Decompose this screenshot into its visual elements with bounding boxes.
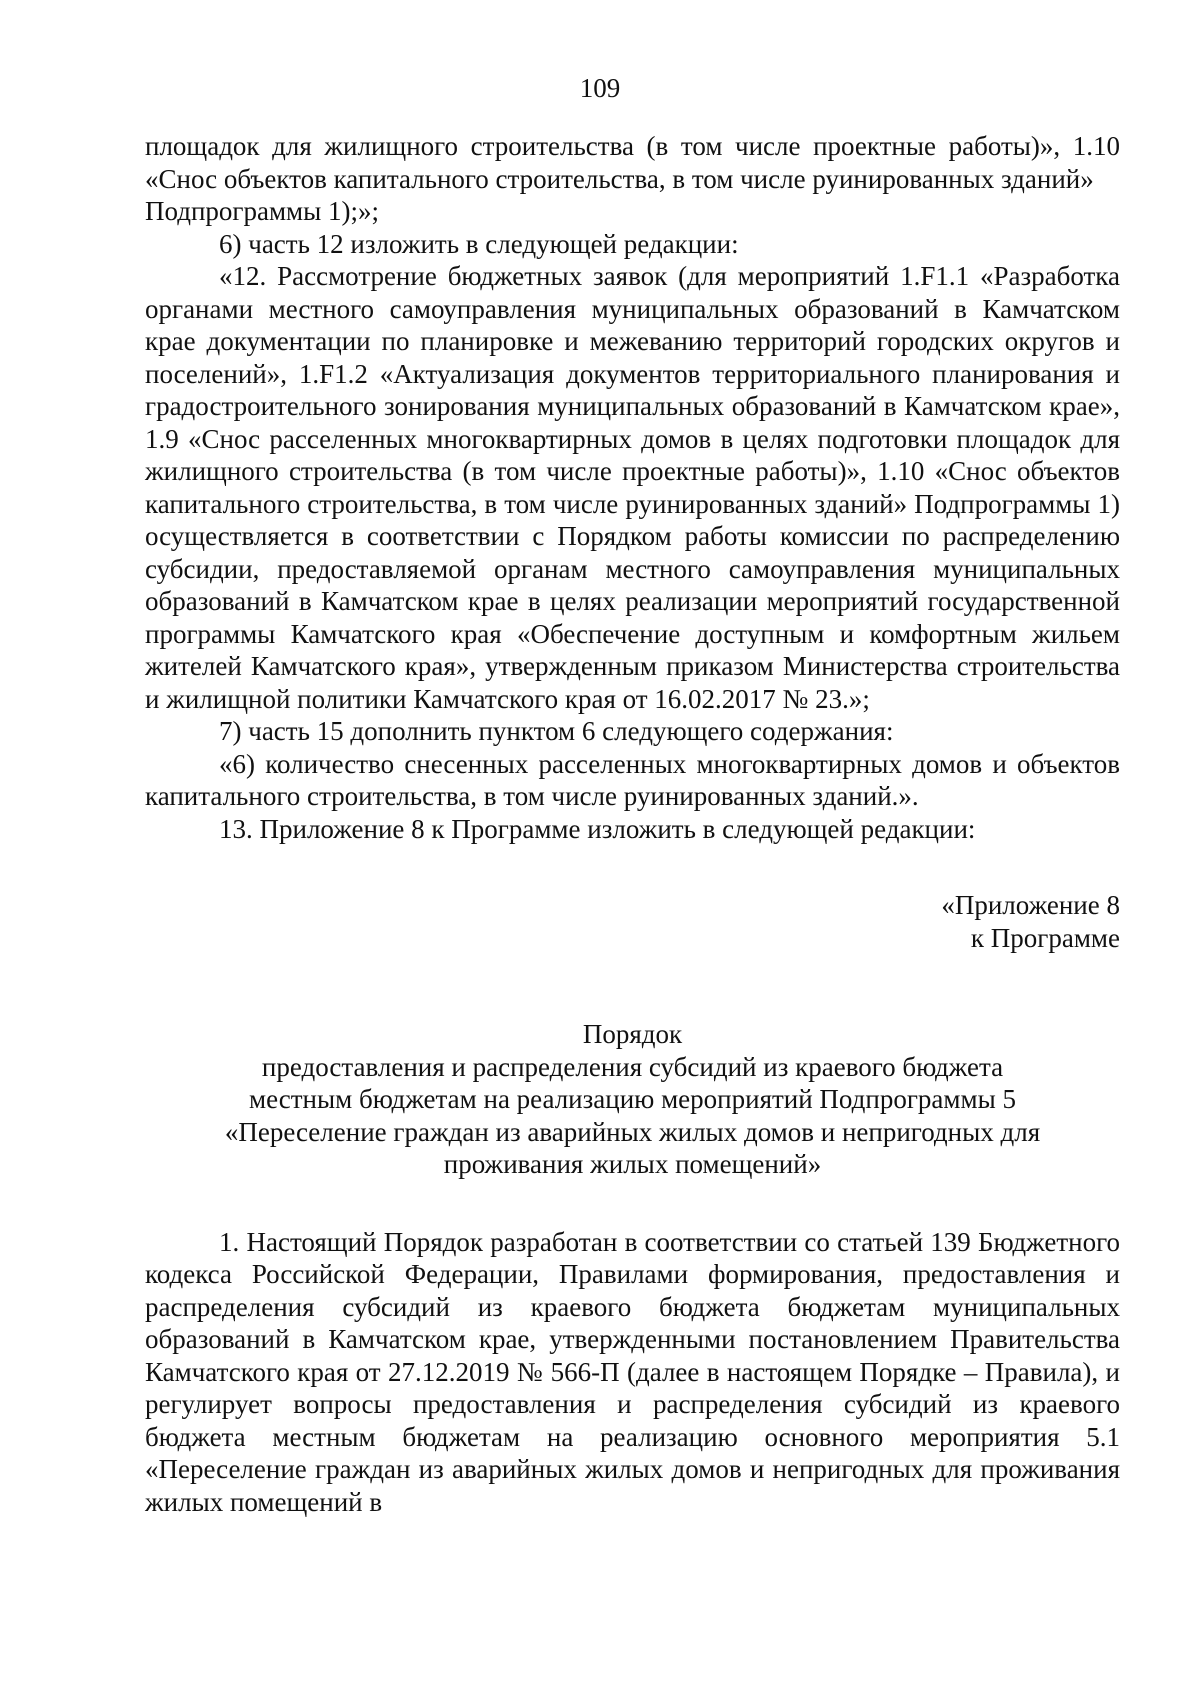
appendix-line-2: к Программе [970,922,1120,953]
document-title [145,1018,1120,1181]
paragraph-section-1: 1. Настоящий Порядок разработан в соответствии со статьей 139 Бюджетного кодекса Российской Федерации, Правилами формирования, предоставления и распределения субсидий из краевого бюджета бюджетам муниципальных образований в Камчатском крае, утвержденными постановлением Правительства Камчатского края от 27.12.2019 № 566-П (далее в настоящем Порядке – Правила), и регулирует вопросы предоставления и распределения субсидий из краевого бюджета местным бюджетам на реализацию основного мероприятия 5.1 «Переселение граждан из аварийных жилых домов и непригодных для проживания жилых помещений в [145,1226,1120,1517]
paragraph-item-6-text: «12. Рассмотрение бюджетных заявок (для мероприятий 1.F1.1 «Разработка органами местного самоуправления муниципальных образований в Камчатском крае документации по планировке и межеванию территорий городских округов и поселений», 1.F1.2 «Актуализация документов территориального планирования и градостроительного зонирования муниципальных образований в Камчатском крае», 1.9 «Снос расселенных многоквартирных домов в целях подготовки площадок для жилищного строительства (в том числе проектные работы)», 1.10 «Снос объектов капитального строительства, в том числе руинированных зданий» Подпрограммы 1) осуществляется в соответствии с Порядком работы комиссии по распределению субсидии, предоставляемой органам местного самоуправления муниципальных образований в Камчатском крае в целях реализации мероприятий государственной программы Камчатского края «Обеспечение доступным и комфортным жильем жителей Камчатского края», утвержденным приказом Министерства строительства и жилищной политики Камчатского края от 16.02.2017 № 23.»; [145,261,1120,714]
paragraph-subprogram-ref: Подпрограммы 1);»; [145,196,380,226]
appendix-line-1: «Приложение 8 [941,890,1120,920]
title-line-4: «Переселение граждан из аварийных жилых домов и непригодных для [224,1116,1041,1147]
page-number: 109 [579,73,621,103]
paragraph-continuation: площадок для жилищного строительства (в том числе проектные работы)», 1.10 «Снос объектов капитального строительства, в том числе руинированных зданий» [145,131,1120,194]
title-line-5: проживания жилых помещений» [443,1149,822,1179]
document-body [145,130,1120,1518]
paragraph-item-6: 6) часть 12 изложить в следующей редакции: [219,228,739,259]
paragraph-item-7: 7) часть 15 дополнить пунктом 6 следующего содержания: [219,716,894,746]
paragraph-item-13: 13. Приложение 8 к Программе изложить в следующей редакции: [219,813,976,844]
title-line-1: Порядок [582,1019,683,1049]
paragraph-item-7-text: «6) количество снесенных расселенных многоквартирных домов и объектов капитального строительства, в том числе руинированных зданий.». [145,748,1120,811]
title-line-3: местным бюджетам на реализацию мероприятий Подпрограммы 5 [249,1084,1016,1114]
appendix-reference [145,889,1120,954]
title-line-2: предоставления и распределения субсидий из краевого бюджета [261,1051,1004,1082]
